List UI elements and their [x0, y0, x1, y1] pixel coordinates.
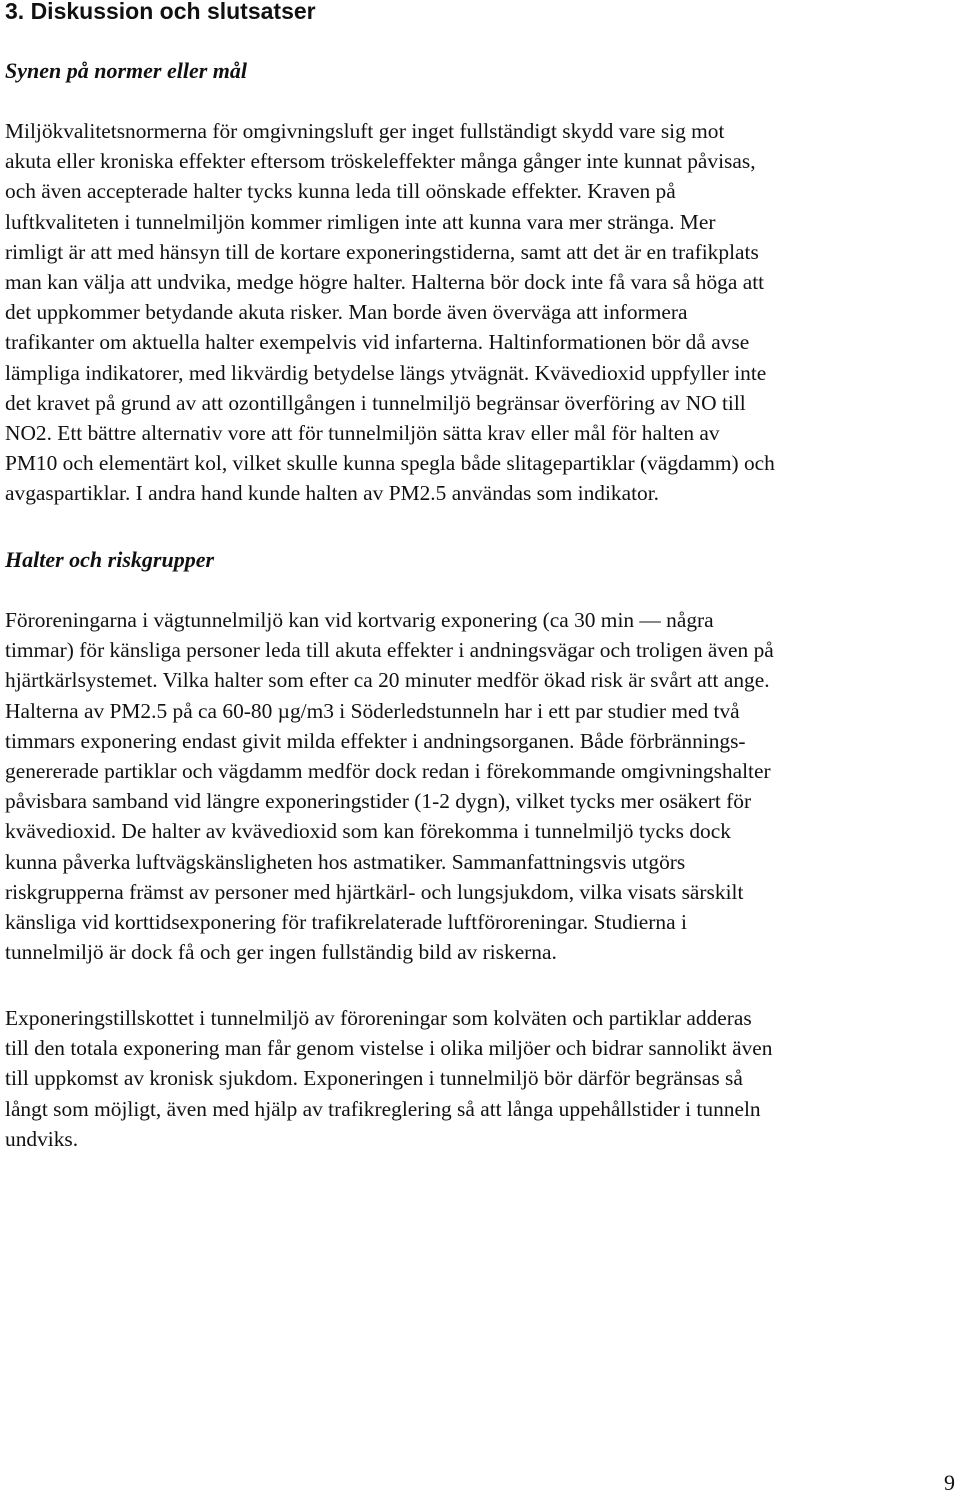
section-heading: 3. Diskussion och slutsatser: [5, 0, 316, 24]
text-line: rimligt är att med hänsyn till de kortare exponeringstiderna, samt att det är en trafikplats: [5, 239, 759, 264]
text-line: till uppkomst av kronisk sjukdom. Exponeringen i tunnelmiljö bör därför begränsas så: [5, 1066, 743, 1091]
text-line: Miljökvalitetsnormerna för omgivningsluft ger inget fullständigt skydd vare sig mot: [5, 119, 725, 143]
text-line: och även accepterade halter tycks kunna leda till oönskade effekter. Kraven på: [5, 179, 676, 204]
text-line: genererade partiklar och vägdamm medför dock redan i förekommande omgivningshalter: [5, 759, 771, 784]
paragraph-exposure: [5, 1003, 955, 1154]
text-line: långt som möjligt, även med hjälp av trafikreglering så att långa uppehållstider i tunneln: [5, 1096, 761, 1121]
text-line: trafikanter om aktuella halter exempelvis vid infarterna. Haltinformationen bör då avse: [5, 330, 750, 355]
text-line: kunna påverka luftvägskänsligheten hos astmatiker. Sammanfattningsvis utgörs: [5, 849, 686, 874]
text-line: kvävedioxid. De halter av kvävedioxid som kan förekomma i tunnelmiljö tycks dock: [5, 819, 731, 844]
text-line: till den totala exponering man får genom vistelse i olika miljöer och bidrar sannolikt även: [5, 1036, 773, 1061]
text-line: lämpliga indikatorer, med likvärdig betydelse längs ytvägnät. Kvävedioxid uppfyller inte: [5, 360, 767, 385]
text-line: känsliga vid korttidsexponering för trafikrelaterade luftföroreningar. Studierna i: [5, 910, 687, 935]
text-line: hjärtkärlsystemet. Vilka halter som efter ca 20 minuter medför ökad risk är svårt att ange.: [5, 668, 770, 693]
text-line: Exponeringstillskottet i tunnelmiljö av föroreningar som kolväten och partiklar adderas: [5, 1006, 752, 1030]
page-number: 9: [944, 1470, 955, 1495]
text-line: timmars exponering endast givit milda effekter i andningsorganen. Både förbrännings-: [5, 728, 746, 753]
text-line: avgaspartiklar. I andra hand kunde halten av PM2.5 användas som indikator.: [5, 481, 660, 506]
text-line: tunnelmiljö är dock få och ger ingen fullständig bild av riskerna.: [5, 940, 557, 965]
text-line: det uppkommer betydande akuta risker. Man borde även överväga att informera: [5, 300, 688, 325]
text-line: påvisbara samband vid längre exponeringstider (1-2 dygn), vilket tycks mer osäkert för: [5, 789, 752, 814]
text-line: undviks.: [5, 1126, 79, 1151]
text-line: PM10 och elementärt kol, vilket skulle kunna spegla både slitagepartiklar (vägdamm) och: [5, 451, 775, 476]
text-line: Halterna av PM2.5 på ca 60-80 µg/m3 i Söderledstunneln har i ett par studier med två: [5, 698, 740, 723]
text-line: man kan välja att undvika, medge högre halter. Halterna bör dock inte få vara så höga att: [5, 270, 765, 295]
text-line: riskgrupperna främst av personer med hjärtkärl- och lungsjukdom, vilka visats särskilt: [5, 879, 744, 904]
subheading-levels-riskgroups: Halter och riskgrupper: [5, 547, 215, 572]
text-line: NO2. Ett bättre alternativ vore att för tunnelmiljön sätta krav eller mål för halten av: [5, 421, 720, 446]
text-line: luftkvaliteten i tunnelmiljön kommer rimligen inte att kunna vara mer stränga. Mer: [5, 209, 716, 234]
text-line: timmar) för känsliga personer leda till akuta effekter i andningsvägar och troligen även på: [5, 638, 774, 663]
text-line: Föroreningarna i vägtunnelmiljö kan vid kortvarig exponering (ca 30 min — några: [5, 608, 714, 632]
text-line: det kravet på grund av att ozontillgången i tunnelmiljö begränsar överföring av NO till: [5, 390, 746, 415]
paragraph-norms: [5, 116, 955, 509]
paragraph-levels: [5, 605, 955, 967]
subheading-norms-goals: Synen på normer eller mål: [5, 58, 248, 83]
text-line: akuta eller kroniska effekter eftersom tröskeleffekter många gånger inte kunnat påvisas,: [5, 149, 756, 174]
